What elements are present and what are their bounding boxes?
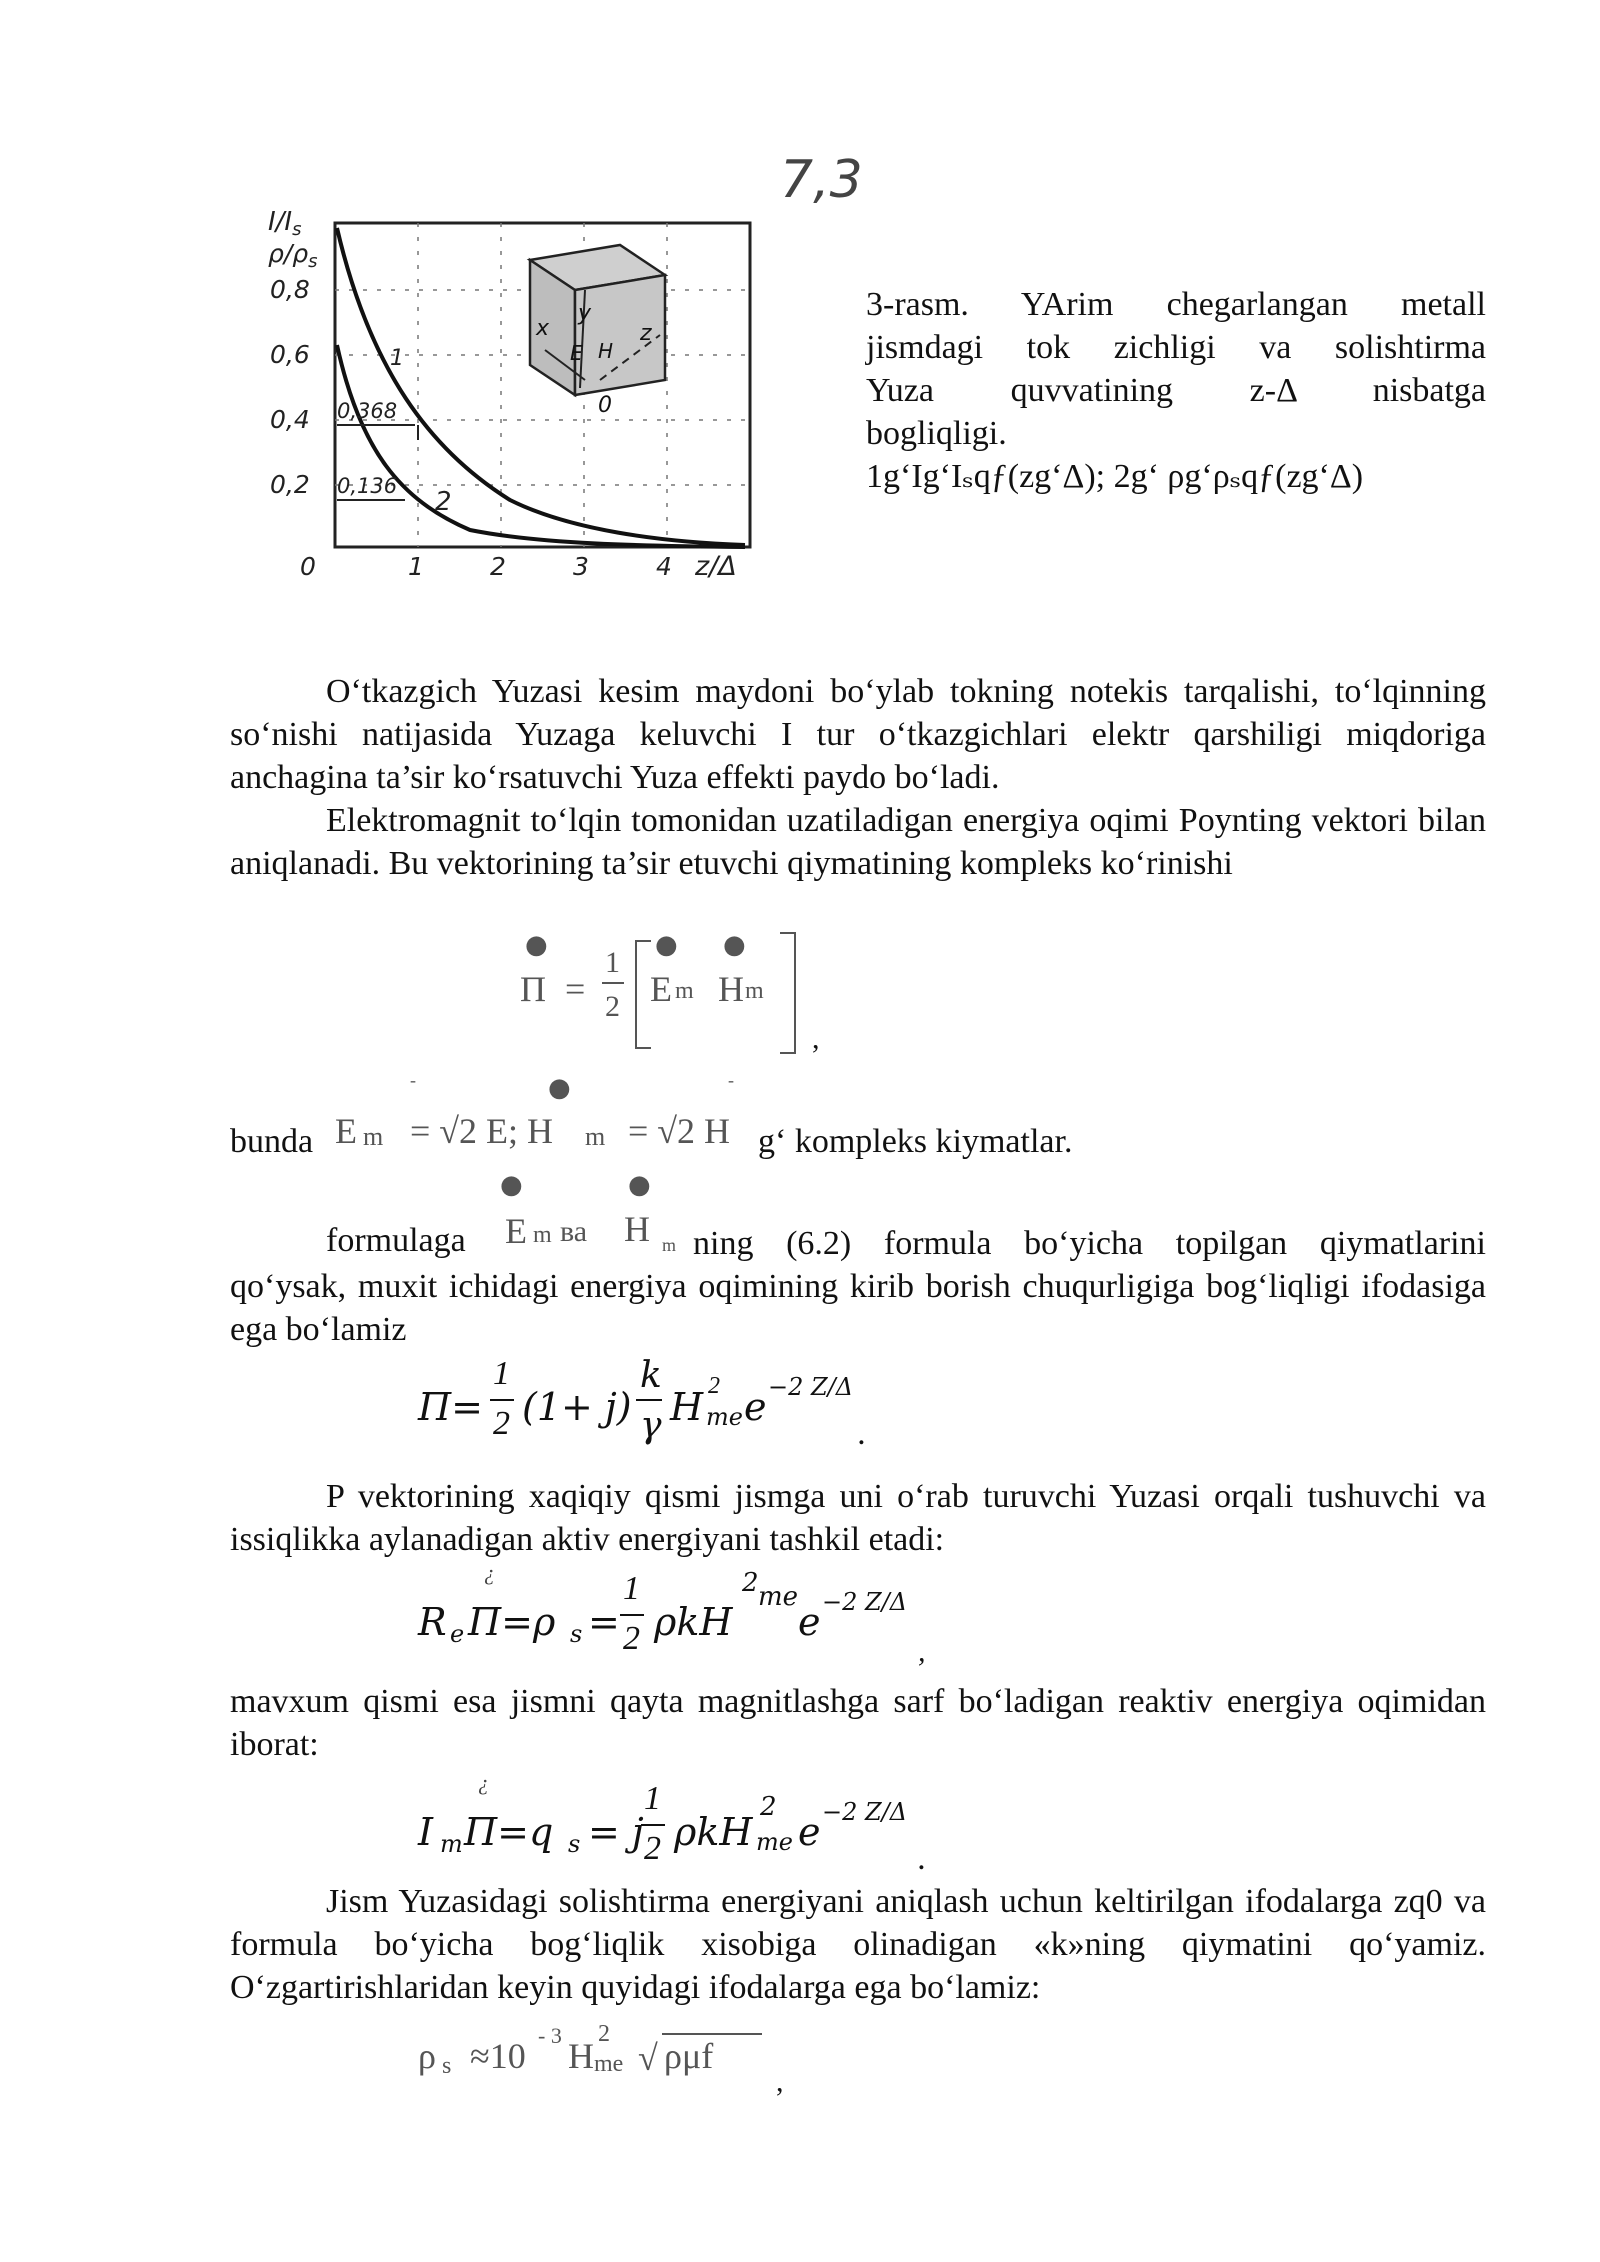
cube-label-z: z bbox=[640, 321, 652, 346]
caption-line: 3-rasm. YArim chegarlangan metall bbox=[866, 286, 1486, 323]
y-tick-label: 0,6 bbox=[270, 340, 310, 369]
x-tick-label: 2 bbox=[490, 552, 506, 581]
marker-0368-label: 0,368 bbox=[337, 399, 398, 423]
x-axis-label: z/Δ bbox=[695, 551, 737, 582]
paragraph: Jism Yuzasidagi solishtirma energiyani aniqlash uchun keltirilgan ifodalarga zq0 va formula bo‘yicha bog‘liqlik xisobiga olinadigan «k»ning qiymatini qo‘yamiz. O‘zgartirishlaridan keyin quyidagi ifodalarga ega bo‘lamiz: bbox=[230, 1883, 1486, 2006]
caption-line: jismdagi tok zichligi va solishtirma bbox=[866, 329, 1486, 366]
paragraph-formulaga-head: ● ● formulaga E m ва H m bbox=[326, 1170, 677, 1259]
formula-reactive-energy: ¿ I m Π=q s = j 1 2 ρkH 2 me e −2 Z/Δ . bbox=[418, 1770, 927, 1877]
formula-specific-energy: ρ s ≈10 - 3 H 2 me √ ρμf , bbox=[418, 2021, 784, 2098]
cube-diagram bbox=[530, 245, 665, 395]
x-tick-label: 1 bbox=[408, 552, 424, 581]
x-tick-label: 0 bbox=[300, 552, 316, 581]
cube-label-h: H bbox=[598, 339, 614, 363]
curve-2 bbox=[337, 345, 745, 547]
formula-active-energy: ¿ R e Π=ρ s = 1 2 ρkH 2 me e −2 Z/Δ , bbox=[418, 1560, 926, 1668]
y-tick-label: 0,8 bbox=[270, 275, 310, 304]
cube-label-e: E bbox=[570, 341, 583, 365]
paragraph: P vektorining xaqiqiy qismi jismga uni o‘rab turuvchi Yuzasi orqali tushuvchi va issiqlikka aylanadigan aktiv energiyani tashkil etadi: bbox=[230, 1478, 1486, 1558]
marker-0136-label: 0,136 bbox=[337, 474, 398, 498]
caption-line: bogliqligi. bbox=[866, 415, 1007, 452]
paragraph: O‘tkazgich Yuzasi kesim maydoni bo‘ylab tokning notekis tarqalishi, to‘lqinning so‘nishi natijasida Yuzaga keluvchi I tur o‘tkazgichlari elektr qarshiligi miqdoriga anchagina ta’sir ko‘rsatuvchi Yuza effekti paydo bo‘ladi. bbox=[230, 673, 1486, 796]
cube-label-origin: 0 bbox=[598, 393, 612, 418]
formula-poynting: ● Π = 1 2 ● E m ● H m , bbox=[520, 930, 820, 1055]
figure-caption bbox=[866, 283, 1486, 498]
page-mark: 7,3 bbox=[780, 150, 863, 210]
y-tick-label: 0,2 bbox=[270, 470, 310, 499]
caption-line: 1g‘Ig‘Iₛqƒ(zg‘Δ); 2g‘ ρg‘ρₛqƒ(zg‘Δ) bbox=[866, 458, 1364, 495]
y-axis-label-2: $\rho/\rho_s$ bbox=[268, 239, 318, 272]
paragraph: ning (6.2) formula bo‘yicha topilgan qiymatlarini qo‘ysak, muxit ichidagi energiya oqimining kirib borish chuqurligiga bog‘liqligi ifodasiga ega bo‘lamiz bbox=[230, 1225, 1486, 1348]
x-tick-label: 3 bbox=[573, 552, 589, 581]
cube-label-y: y bbox=[578, 301, 592, 326]
caption-line: Yuza quvvatining z-Δ nisbatga bbox=[866, 372, 1486, 409]
cube-label-x: x bbox=[536, 316, 550, 341]
paragraph: mavxum qismi esa jismni qayta magnitlashga sarf bo‘ladigan reaktiv energiya oqimidan iborat: bbox=[230, 1683, 1486, 1763]
curve-2-label: 2 bbox=[435, 487, 452, 517]
figure-graph bbox=[240, 200, 800, 600]
y-axis-label-1: I/Is bbox=[268, 207, 302, 240]
curve-1-label: 1 bbox=[390, 346, 404, 371]
y-tick-label: 0,4 bbox=[270, 405, 310, 434]
paragraph: Elektromagnit to‘lqin tomonidan uzatiladigan energiya oqimi Poynting vektori bilan aniqlanadi. Bu vektorining ta’sir etuvchi qiymatining kompleks ko‘rinishi bbox=[230, 802, 1486, 882]
formula-poynting-depth: Π= 1 2 (1+ j) k γ H 2 me e −2 Z/Δ . bbox=[418, 1355, 867, 1452]
x-tick-label: 4 bbox=[656, 552, 672, 581]
paragraph-bunda: bunda E m - ● = √2 E; H m - = √2 H g‘ kompleks kiymatlar. bbox=[230, 1070, 1073, 1160]
